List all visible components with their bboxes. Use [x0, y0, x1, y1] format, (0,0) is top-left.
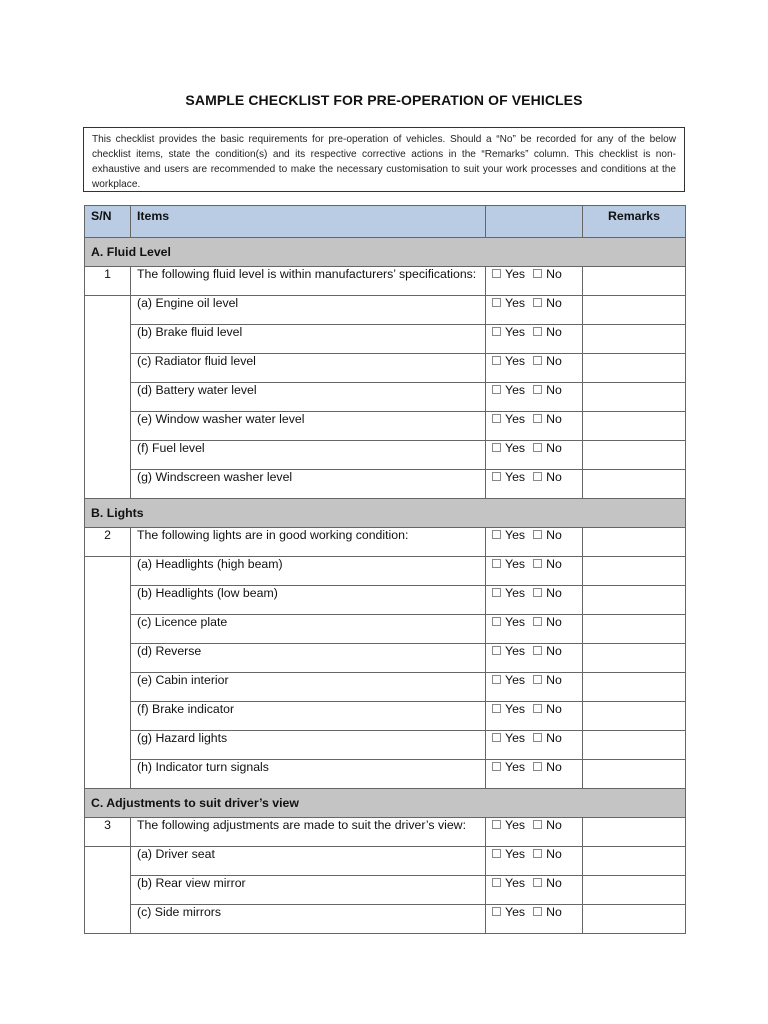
section-row [85, 789, 686, 818]
header-remarks: Remarks [583, 206, 686, 238]
no-checkbox[interactable] [533, 675, 542, 684]
table-row [85, 528, 686, 557]
yes-checkbox[interactable] [492, 907, 501, 916]
yes-no-cell [486, 644, 583, 673]
header-sn: S/N [85, 206, 131, 238]
no-label: No [546, 644, 562, 658]
remarks-cell[interactable] [583, 267, 686, 296]
yes-no-cell [486, 296, 583, 325]
item-lead: The following adjustments are made to suit the driver’s view: [131, 818, 486, 847]
no-checkbox[interactable] [533, 559, 542, 568]
yes-label: Yes [505, 557, 526, 571]
remarks-cell[interactable] [583, 528, 686, 557]
remarks-cell[interactable] [583, 702, 686, 731]
yes-no-cell [486, 586, 583, 615]
yes-checkbox[interactable] [492, 646, 501, 655]
no-label: No [546, 296, 562, 310]
yes-no-cell [486, 557, 583, 586]
yes-no-cell [486, 470, 583, 499]
yes-no-cell [486, 731, 583, 760]
no-checkbox[interactable] [533, 704, 542, 713]
sn-cell [85, 876, 131, 905]
no-checkbox[interactable] [533, 907, 542, 916]
yes-no-cell [486, 702, 583, 731]
yes-checkbox[interactable] [492, 588, 501, 597]
no-checkbox[interactable] [533, 733, 542, 742]
sn-cell [85, 586, 131, 615]
yes-label: Yes [505, 673, 526, 687]
table-row [85, 412, 686, 441]
item-label: (b) Brake fluid level [131, 325, 486, 354]
yes-label: Yes [505, 470, 526, 484]
no-label: No [546, 760, 562, 774]
item-label: (d) Reverse [131, 644, 486, 673]
sn-cell [85, 905, 131, 934]
table-row [85, 760, 686, 789]
no-label: No [546, 615, 562, 629]
checklist-table [84, 205, 686, 934]
remarks-cell[interactable] [583, 818, 686, 847]
yes-no-cell [486, 383, 583, 412]
remarks-cell[interactable] [583, 325, 686, 354]
sn-cell [85, 760, 131, 789]
yes-label: Yes [505, 412, 526, 426]
no-checkbox[interactable] [533, 269, 542, 278]
yes-no-cell [486, 905, 583, 934]
no-label: No [546, 383, 562, 397]
header-yesno [486, 206, 583, 238]
remarks-cell[interactable] [583, 296, 686, 325]
yes-no-cell [486, 325, 583, 354]
yes-no-cell [486, 354, 583, 383]
yes-label: Yes [505, 586, 526, 600]
yes-checkbox[interactable] [492, 675, 501, 684]
sn-cell: 2 [85, 528, 131, 557]
item-label: (a) Driver seat [131, 847, 486, 876]
table-row [85, 905, 686, 934]
item-label: (a) Headlights (high beam) [131, 557, 486, 586]
item-label: (g) Windscreen washer level [131, 470, 486, 499]
yes-no-cell [486, 876, 583, 905]
table-row [85, 267, 686, 296]
header-items: Items [131, 206, 486, 238]
yes-no-cell [486, 818, 583, 847]
no-label: No [546, 702, 562, 716]
remarks-cell[interactable] [583, 847, 686, 876]
no-checkbox[interactable] [533, 530, 542, 539]
item-label: (a) Engine oil level [131, 296, 486, 325]
remarks-cell[interactable] [583, 615, 686, 644]
yes-no-cell [486, 615, 583, 644]
yes-checkbox[interactable] [492, 414, 501, 423]
table-row [85, 818, 686, 847]
yes-label: Yes [505, 441, 526, 455]
yes-checkbox[interactable] [492, 849, 501, 858]
yes-checkbox[interactable] [492, 269, 501, 278]
table-row [85, 470, 686, 499]
no-checkbox[interactable] [533, 820, 542, 829]
section-row [85, 238, 686, 267]
remarks-cell[interactable] [583, 470, 686, 499]
yes-label: Yes [505, 876, 526, 890]
no-checkbox[interactable] [533, 588, 542, 597]
remarks-cell[interactable] [583, 412, 686, 441]
yes-label: Yes [505, 354, 526, 368]
table-row [85, 325, 686, 354]
sn-cell [85, 847, 131, 876]
table-row [85, 847, 686, 876]
item-label: (c) Side mirrors [131, 905, 486, 934]
yes-checkbox[interactable] [492, 762, 501, 771]
section-title: B. Lights [85, 499, 686, 528]
item-label: (e) Window washer water level [131, 412, 486, 441]
yes-no-cell [486, 412, 583, 441]
table-row [85, 441, 686, 470]
remarks-cell[interactable] [583, 673, 686, 702]
remarks-cell[interactable] [583, 731, 686, 760]
no-checkbox[interactable] [533, 414, 542, 423]
remarks-cell[interactable] [583, 905, 686, 934]
yes-label: Yes [505, 325, 526, 339]
remarks-cell[interactable] [583, 586, 686, 615]
yes-label: Yes [505, 528, 526, 542]
yes-checkbox[interactable] [492, 443, 501, 452]
sn-cell [85, 673, 131, 702]
sn-cell [85, 702, 131, 731]
no-label: No [546, 731, 562, 745]
yes-label: Yes [505, 615, 526, 629]
yes-label: Yes [505, 905, 526, 919]
document-title: SAMPLE CHECKLIST FOR PRE-OPERATION OF VEHICLES [185, 92, 583, 108]
yes-checkbox[interactable] [492, 530, 501, 539]
item-label: (c) Radiator fluid level [131, 354, 486, 383]
item-label: (h) Indicator turn signals [131, 760, 486, 789]
item-label: (b) Headlights (low beam) [131, 586, 486, 615]
no-label: No [546, 354, 562, 368]
table-row [85, 876, 686, 905]
sn-cell [85, 354, 131, 383]
yes-checkbox[interactable] [492, 385, 501, 394]
yes-label: Yes [505, 702, 526, 716]
no-label: No [546, 557, 562, 571]
yes-label: Yes [505, 267, 526, 281]
yes-checkbox[interactable] [492, 559, 501, 568]
remarks-cell[interactable] [583, 383, 686, 412]
remarks-cell[interactable] [583, 354, 686, 383]
table-row [85, 586, 686, 615]
remarks-cell[interactable] [583, 876, 686, 905]
yes-label: Yes [505, 731, 526, 745]
no-label: No [546, 441, 562, 455]
yes-label: Yes [505, 383, 526, 397]
sn-cell [85, 325, 131, 354]
yes-no-cell [486, 673, 583, 702]
table-row [85, 615, 686, 644]
no-label: No [546, 470, 562, 484]
no-checkbox[interactable] [533, 762, 542, 771]
no-label: No [546, 905, 562, 919]
sn-cell [85, 412, 131, 441]
sn-cell: 1 [85, 267, 131, 296]
sn-cell [85, 644, 131, 673]
item-label: (d) Battery water level [131, 383, 486, 412]
no-checkbox[interactable] [533, 849, 542, 858]
yes-no-cell [486, 528, 583, 557]
no-checkbox[interactable] [533, 443, 542, 452]
sn-cell [85, 441, 131, 470]
no-checkbox[interactable] [533, 298, 542, 307]
sn-cell [85, 296, 131, 325]
yes-no-cell [486, 267, 583, 296]
yes-label: Yes [505, 760, 526, 774]
no-checkbox[interactable] [533, 878, 542, 887]
sn-cell [85, 470, 131, 499]
yes-no-cell [486, 760, 583, 789]
table-row [85, 296, 686, 325]
section-title: A. Fluid Level [85, 238, 686, 267]
no-checkbox[interactable] [533, 385, 542, 394]
section-title: C. Adjustments to suit driver’s view [85, 789, 686, 818]
yes-no-cell [486, 441, 583, 470]
no-label: No [546, 847, 562, 861]
sn-cell [85, 731, 131, 760]
table-row [85, 673, 686, 702]
yes-checkbox[interactable] [492, 356, 501, 365]
item-label: (b) Rear view mirror [131, 876, 486, 905]
table-row [85, 383, 686, 412]
table-row [85, 644, 686, 673]
table-row [85, 557, 686, 586]
table-header-row [85, 206, 686, 238]
yes-checkbox[interactable] [492, 820, 501, 829]
no-label: No [546, 586, 562, 600]
no-label: No [546, 876, 562, 890]
yes-label: Yes [505, 296, 526, 310]
table-row [85, 731, 686, 760]
remarks-cell[interactable] [583, 441, 686, 470]
yes-checkbox[interactable] [492, 472, 501, 481]
yes-checkbox[interactable] [492, 617, 501, 626]
sn-cell [85, 383, 131, 412]
no-label: No [546, 325, 562, 339]
yes-checkbox[interactable] [492, 298, 501, 307]
yes-label: Yes [505, 847, 526, 861]
item-label: (c) Licence plate [131, 615, 486, 644]
item-label: (g) Hazard lights [131, 731, 486, 760]
no-label: No [546, 528, 562, 542]
yes-checkbox[interactable] [492, 733, 501, 742]
item-label: (f) Brake indicator [131, 702, 486, 731]
yes-checkbox[interactable] [492, 327, 501, 336]
sn-cell [85, 615, 131, 644]
no-label: No [546, 673, 562, 687]
section-row [85, 499, 686, 528]
no-checkbox[interactable] [533, 356, 542, 365]
yes-label: Yes [505, 644, 526, 658]
remarks-cell[interactable] [583, 760, 686, 789]
no-checkbox[interactable] [533, 646, 542, 655]
yes-no-cell [486, 847, 583, 876]
no-label: No [546, 412, 562, 426]
sn-cell: 3 [85, 818, 131, 847]
no-label: No [546, 818, 562, 832]
remarks-cell[interactable] [583, 644, 686, 673]
yes-label: Yes [505, 818, 526, 832]
remarks-cell[interactable] [583, 557, 686, 586]
table-row [85, 354, 686, 383]
item-label: (f) Fuel level [131, 441, 486, 470]
table-row [85, 702, 686, 731]
no-label: No [546, 267, 562, 281]
yes-checkbox[interactable] [492, 704, 501, 713]
item-lead: The following fluid level is within manufacturers’ specifications: [131, 267, 486, 296]
no-checkbox[interactable] [533, 472, 542, 481]
yes-checkbox[interactable] [492, 878, 501, 887]
no-checkbox[interactable] [533, 617, 542, 626]
sn-cell [85, 557, 131, 586]
item-label: (e) Cabin interior [131, 673, 486, 702]
intro-text: This checklist provides the basic requirements for pre-operation of vehicles. Should a “No” be recorded for any of the below checklist items, state the condition(s) and its respective corrective actions in the “Remarks” column. This checklist is non-exhaustive and users are recommended to make the necessary customisation to suit your work processes and conditions at the workplace. [83, 127, 685, 192]
item-lead: The following lights are in good working condition: [131, 528, 486, 557]
no-checkbox[interactable] [533, 327, 542, 336]
